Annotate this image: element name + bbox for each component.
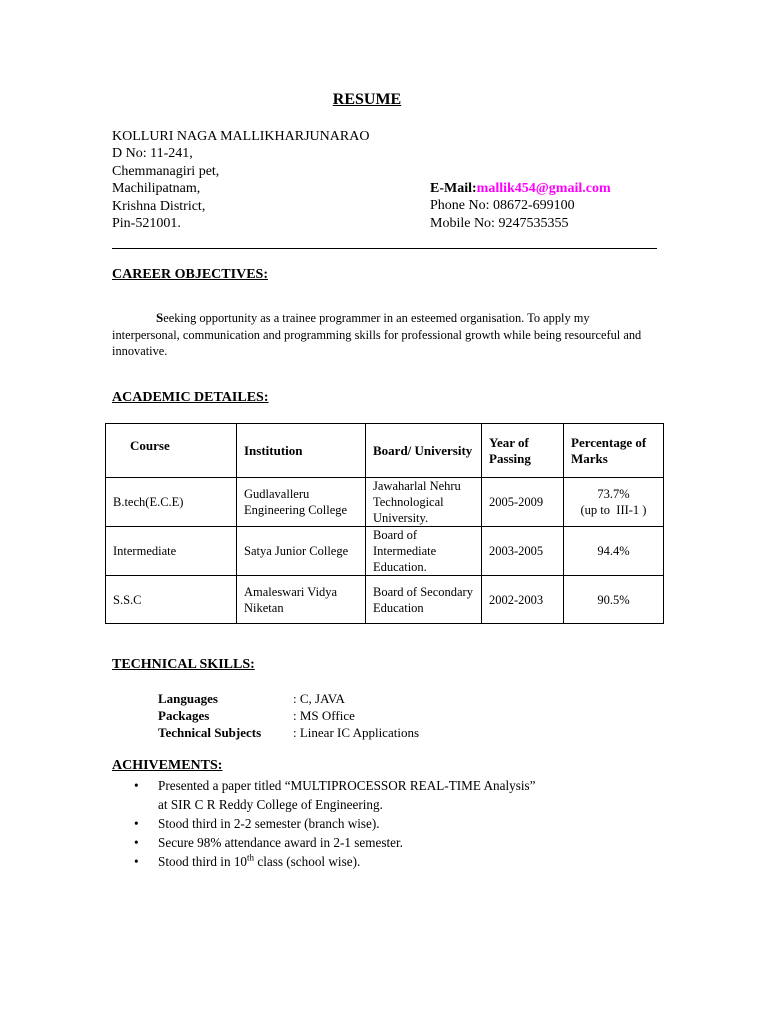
cell-board: Jawaharlal Nehru Technological University. (366, 478, 482, 527)
achievement-text: Presented a paper titled “MULTIPROCESSOR REAL-TIME Analysis” (158, 778, 536, 793)
achievements-list (112, 776, 672, 871)
address-line: Pin-521001. (112, 216, 181, 232)
skill-row (158, 707, 419, 724)
achievement-text: Secure 98% attendance award in 2-1 semester. (158, 835, 403, 850)
horizontal-divider (112, 248, 657, 249)
cell-board: Board of Secondary Education (366, 576, 482, 624)
contact-block (430, 180, 611, 232)
percentage-note: (up to III-1 ) (580, 503, 647, 517)
column-header-board: Board/ University (366, 424, 482, 478)
cell-percentage: 94.4% (564, 527, 664, 576)
resume-title: RESUME (332, 91, 402, 108)
skill-label: Technical Subjects (158, 725, 262, 740)
ordinal-superscript: th (247, 852, 255, 863)
address-line: D No: 11-241, (112, 146, 193, 162)
cell-institution: Gudlavalleru Engineering College (237, 478, 366, 527)
address-block (112, 128, 369, 232)
column-header-institution: Institution (237, 424, 366, 478)
mobile-number: Mobile No: 9247535355 (430, 215, 569, 231)
career-objectives-heading: CAREER OBJECTIVES: (112, 267, 268, 282)
achievement-text (158, 854, 360, 869)
objective-body: eeking opportunity as a trainee programmer in an esteemed organisation. To apply my interpersonal, communication and programming skills for professional growth while being resourceful and innovative. (112, 311, 642, 359)
achievement-text-part: Stood third in 10 (158, 854, 248, 869)
column-header-percentage: Percentage of Marks (564, 424, 664, 478)
skill-row (158, 690, 419, 707)
cell-institution: Satya Junior College (237, 527, 366, 576)
cell-percentage (564, 478, 664, 527)
achievement-text: at SIR C R Reddy College of Engineering. (158, 797, 383, 812)
email-label: E-Mail: (430, 181, 477, 196)
cell-year: 2005-2009 (482, 478, 564, 527)
candidate-name: KOLLURI NAGA MALLIKHARJUNARAO (112, 129, 370, 144)
list-item-continuation (112, 795, 672, 814)
table-row (106, 576, 664, 624)
cell-course: Intermediate (106, 527, 237, 576)
bullet-icon: • (134, 854, 139, 869)
list-item (112, 852, 672, 871)
skill-value: : MS Office (293, 708, 355, 723)
column-header-year: Year of Passing (482, 424, 564, 478)
cell-board: Board of Intermediate Education. (366, 527, 482, 576)
cell-institution: Amaleswari Vidya Niketan (237, 576, 366, 624)
column-header-course: Course (106, 424, 237, 478)
skill-label: Packages (158, 708, 210, 723)
achievements-heading: ACHIVEMENTS: (112, 758, 223, 773)
achievement-text: Stood third in 2-2 semester (branch wise). (158, 816, 380, 831)
list-item (112, 814, 672, 833)
phone-number: Phone No: 08672-699100 (430, 198, 575, 214)
address-line: Chemmanagiri pet, (112, 163, 220, 179)
email-line (430, 180, 611, 197)
skill-value: : C, JAVA (293, 691, 345, 706)
skill-label: Languages (158, 691, 218, 706)
cell-year: 2002-2003 (482, 576, 564, 624)
academic-table (105, 423, 664, 624)
percentage-value: 73.7% (597, 487, 630, 501)
list-item (112, 776, 672, 795)
table-row (106, 527, 664, 576)
bullet-icon: • (134, 778, 139, 793)
skill-row (158, 724, 419, 741)
email-link[interactable]: mallik454@gmail.com (476, 181, 611, 196)
table-header-row (106, 424, 664, 478)
academic-details-heading: ACADEMIC DETAILES: (112, 390, 269, 405)
address-line: Krishna District, (112, 198, 206, 214)
technical-skills-list (158, 690, 419, 741)
list-item (112, 833, 672, 852)
cell-year: 2003-2005 (482, 527, 564, 576)
achievement-text-part: class (school wise). (254, 854, 361, 869)
bullet-icon: • (134, 816, 139, 831)
bullet-icon: • (134, 835, 139, 850)
objective-dropcap: S (156, 310, 164, 325)
career-objective-text (112, 310, 652, 360)
table-row (106, 478, 664, 527)
cell-percentage: 90.5% (564, 576, 664, 624)
cell-course: B.tech(E.C.E) (106, 478, 237, 527)
technical-skills-heading: TECHNICAL SKILLS: (112, 657, 255, 672)
skill-value: : Linear IC Applications (293, 725, 420, 740)
cell-course: S.S.C (106, 576, 237, 624)
address-line: Machilipatnam, (112, 181, 201, 197)
